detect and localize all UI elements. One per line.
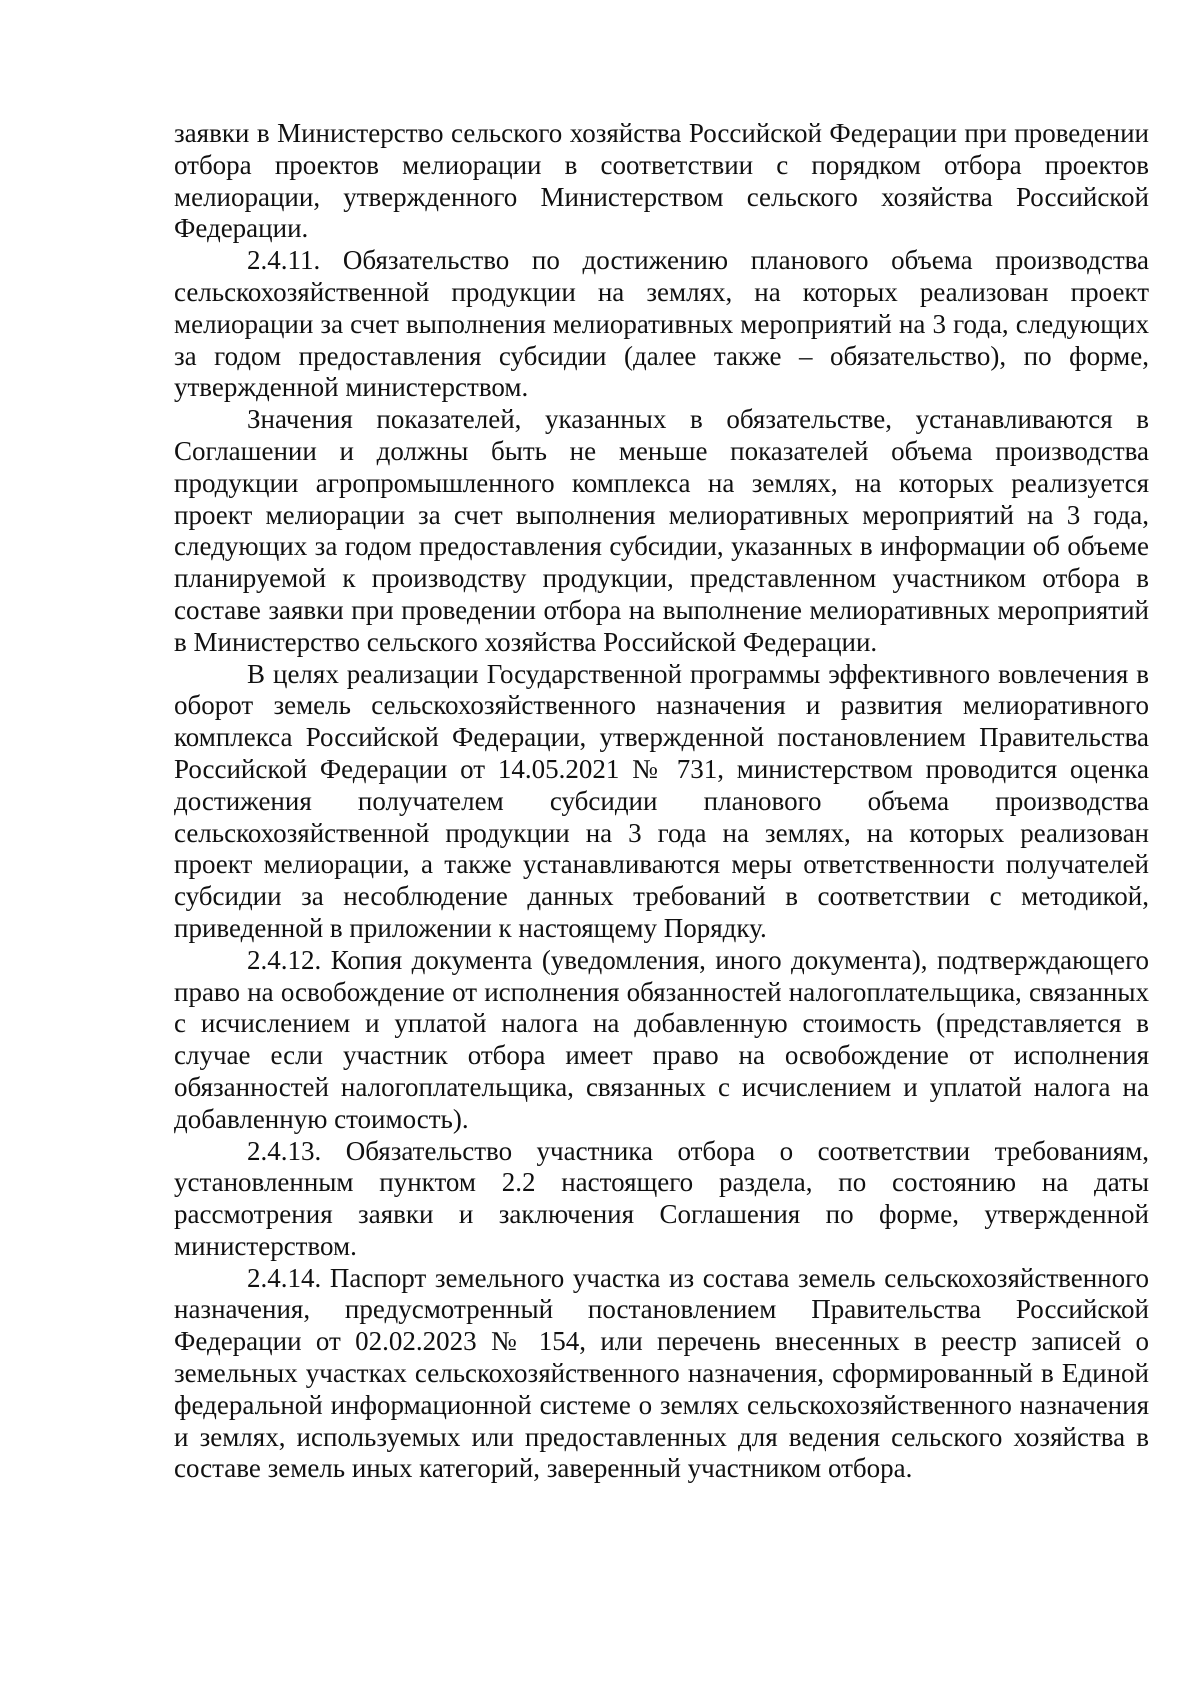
paragraph-state-program: В целях реализации Государственной программы эффективного вовлечения в оборот земель сельскохозяйственного назначения и развития мелиоративного комплекса Российской Федерации, утвержденной постановлением Правительства Российской Федерации от 14.05.2021 № 731, министерством проводится оценка достижения получателем субсидии планового объема производства сельскохозяйственной продукции на 3 года на землях, на которых реализован проект мелиорации, а также устанавливаются меры ответственности получателей субсидии за несоблюдение данных требований в соответствии с методикой, приведенной в приложении к настоящему Порядку. [174, 658, 1149, 943]
paragraph-2-4-12: 2.4.12. Копия документа (уведомления, иного документа), подтверждающего право на освобождение от исполнения обязанностей налогоплательщика, связанных с исчислением и уплатой налога на добавленную стоимость (представляется в случае если участник отбора имеет право на освобождение от исполнения обязанностей налогоплательщика, связанных с исчислением и уплатой налога на добавленную стоимость). [174, 944, 1149, 1134]
paragraph-1: заявки в Министерство сельского хозяйства Российской Федерации при проведении отбора проектов мелиорации в соответствии с порядком отбора проектов мелиорации, утвержденного Министерством сельского хозяйства Российской Федерации. [174, 118, 1149, 244]
paragraph-2-4-11: 2.4.11. Обязательство по достижению планового объема производства сельскохозяйственной продукции на землях, на которых реализован проект мелиорации за счет выполнения мелиоративных мероприятий на 3 года, следующих за годом предоставления субсидии (далее также – обязательство), по форме, утвержденной министерством. [174, 245, 1149, 403]
paragraph-2-4-14: 2.4.14. Паспорт земельного участка из состава земель сельскохозяйственного назначения, предусмотренный постановлением Правительства Российской Федерации от 02.02.2023 № 154, или перечень внесенных в реестр записей о земельных участках сельскохозяйственного назначения, сформированный в Единой федеральной информационной системе о землях сельскохозяйственного назначения и землях, используемых или предоставленных для ведения сельского хозяйства в составе земель иных категорий, заверенный участником отбора. [174, 1262, 1149, 1484]
paragraph-2-4-13: 2.4.13. Обязательство участника отбора о соответствии требованиям, установленным пунктом 2.2 настоящего раздела, по состоянию на даты рассмотрения заявки и заключения Соглашения по форме, утвержденной министерством. [174, 1135, 1149, 1261]
document-body [174, 118, 1149, 1485]
paragraph-indicator-values: Значения показателей, указанных в обязательстве, устанавливаются в Соглашении и должны быть не меньше показателей объема производства продукции агропромышленного комплекса на землях, на которых реализуется проект мелиорации за счет выполнения мелиоративных мероприятий на 3 года, следующих за годом предоставления субсидии, указанных в информации об объеме планируемой к производству продукции, представленном участником отбора в составе заявки при проведении отбора на выполнение мелиоративных мероприятий в Министерство сельского хозяйства Российской Федерации. [174, 404, 1149, 657]
